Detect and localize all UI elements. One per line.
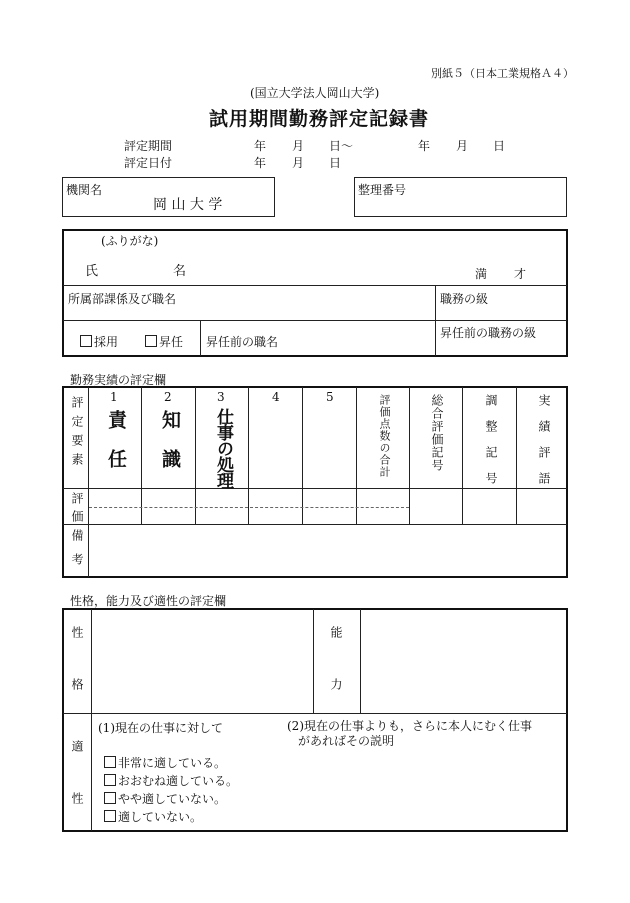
hire-checkbox[interactable] bbox=[80, 335, 92, 347]
overall-rating-header: 総合評価記号 bbox=[430, 394, 444, 472]
promotion-option-label: 昇任 bbox=[159, 335, 184, 349]
previous-grade-label: 昇任前の職務の級 bbox=[440, 326, 537, 340]
notes-label: 備考 bbox=[70, 529, 84, 577]
rating-date-month: 月 bbox=[292, 156, 305, 170]
aptitude-option-2-label: おおむね適している。 bbox=[118, 774, 239, 788]
question-2-line-2: があればその説明 bbox=[298, 734, 395, 748]
evaluation-label: 評価 bbox=[70, 492, 84, 528]
hire-option-label: 採用 bbox=[94, 335, 119, 349]
notes-field[interactable] bbox=[90, 526, 566, 576]
rating-date-year: 年 bbox=[254, 156, 267, 170]
aptitude-option-3[interactable] bbox=[104, 790, 226, 807]
aptitude-option-2[interactable] bbox=[104, 772, 238, 789]
annex-label: 別紙５（日本工業規格Ａ４） bbox=[431, 67, 574, 80]
rating-date-day: 日 bbox=[329, 156, 342, 170]
element-number-3: 3 bbox=[217, 390, 225, 404]
better-job-description-field[interactable] bbox=[300, 750, 560, 828]
ability-field[interactable] bbox=[362, 611, 566, 711]
name-label-1: 氏 bbox=[85, 264, 99, 279]
reference-number-box[interactable] bbox=[354, 177, 567, 217]
character-section-title: 性格，能力及び適性の評定欄 bbox=[70, 594, 227, 608]
question-2-line-1: (2)現在の仕事よりも，さらに本人にむく仕事 bbox=[287, 719, 532, 733]
personality-label: 性格 bbox=[70, 626, 84, 730]
aptitude-option-1[interactable] bbox=[104, 754, 226, 771]
adjustment-header: 調整記号 bbox=[484, 394, 498, 498]
previous-title-label: 昇任前の職名 bbox=[206, 335, 279, 349]
agency-box[interactable] bbox=[62, 177, 275, 217]
element-number-2: 2 bbox=[164, 390, 172, 404]
agency-label: 機関名 bbox=[66, 183, 103, 197]
period-month-1: 月 bbox=[292, 139, 305, 153]
organization-label: (国立大学法人岡山大学) bbox=[250, 86, 380, 100]
element-responsibility: 責任 bbox=[105, 410, 127, 488]
element-number-5: 5 bbox=[326, 390, 334, 404]
agency-value: 岡 山 大 学 bbox=[153, 197, 223, 213]
ability-label: 能力 bbox=[329, 626, 343, 730]
hire-option[interactable] bbox=[80, 333, 118, 350]
period-month-2: 月 bbox=[456, 139, 469, 153]
aptitude-option-1-label: 非常に適している。 bbox=[118, 756, 227, 770]
personality-field[interactable] bbox=[93, 611, 311, 711]
promotion-checkbox[interactable] bbox=[145, 335, 157, 347]
aptitude-checkbox-1[interactable] bbox=[104, 756, 116, 768]
aptitude-checkbox-4[interactable] bbox=[104, 810, 116, 822]
element-number-1: 1 bbox=[110, 390, 118, 404]
aptitude-option-3-label: やや適していない。 bbox=[118, 792, 227, 806]
element-number-4: 4 bbox=[272, 390, 280, 404]
period-day-2: 日 bbox=[493, 139, 506, 153]
age-label-1: 満 bbox=[475, 267, 488, 281]
department-label: 所属部課係及び職名 bbox=[68, 292, 177, 306]
rating-date-label: 評定日付 bbox=[124, 156, 173, 170]
rating-elements-label: 評定要素 bbox=[70, 396, 84, 472]
aptitude-checkbox-2[interactable] bbox=[104, 774, 116, 786]
aptitude-label: 適性 bbox=[70, 740, 84, 844]
aptitude-option-4-label: 適していない。 bbox=[118, 810, 203, 824]
total-points-header: 評価点数の合計 bbox=[378, 394, 391, 478]
name-label-2: 名 bbox=[173, 264, 187, 279]
performance-remark-header: 実績評語 bbox=[537, 394, 551, 498]
question-1: (1)現在の仕事に対して bbox=[98, 721, 223, 735]
name-field[interactable] bbox=[70, 241, 430, 281]
age-label-2: 才 bbox=[514, 267, 527, 281]
reference-number-label: 整理番号 bbox=[358, 183, 407, 197]
period-day-1: 日〜 bbox=[329, 139, 354, 153]
period-year-1: 年 bbox=[254, 139, 267, 153]
aptitude-option-4[interactable] bbox=[104, 808, 202, 825]
period-label: 評定期間 bbox=[124, 139, 173, 153]
grade-label: 職務の級 bbox=[440, 292, 489, 306]
furigana-label: (ふりがな) bbox=[101, 234, 159, 248]
period-year-2: 年 bbox=[418, 139, 431, 153]
performance-section-title: 勤務実績の評定欄 bbox=[70, 373, 167, 387]
promotion-option[interactable] bbox=[145, 333, 183, 350]
element-work-handling: 仕事の処理 bbox=[213, 408, 233, 488]
page-title: 試用期間勤務評定記録書 bbox=[209, 108, 430, 130]
aptitude-checkbox-3[interactable] bbox=[104, 792, 116, 804]
element-knowledge: 知識 bbox=[159, 410, 181, 488]
